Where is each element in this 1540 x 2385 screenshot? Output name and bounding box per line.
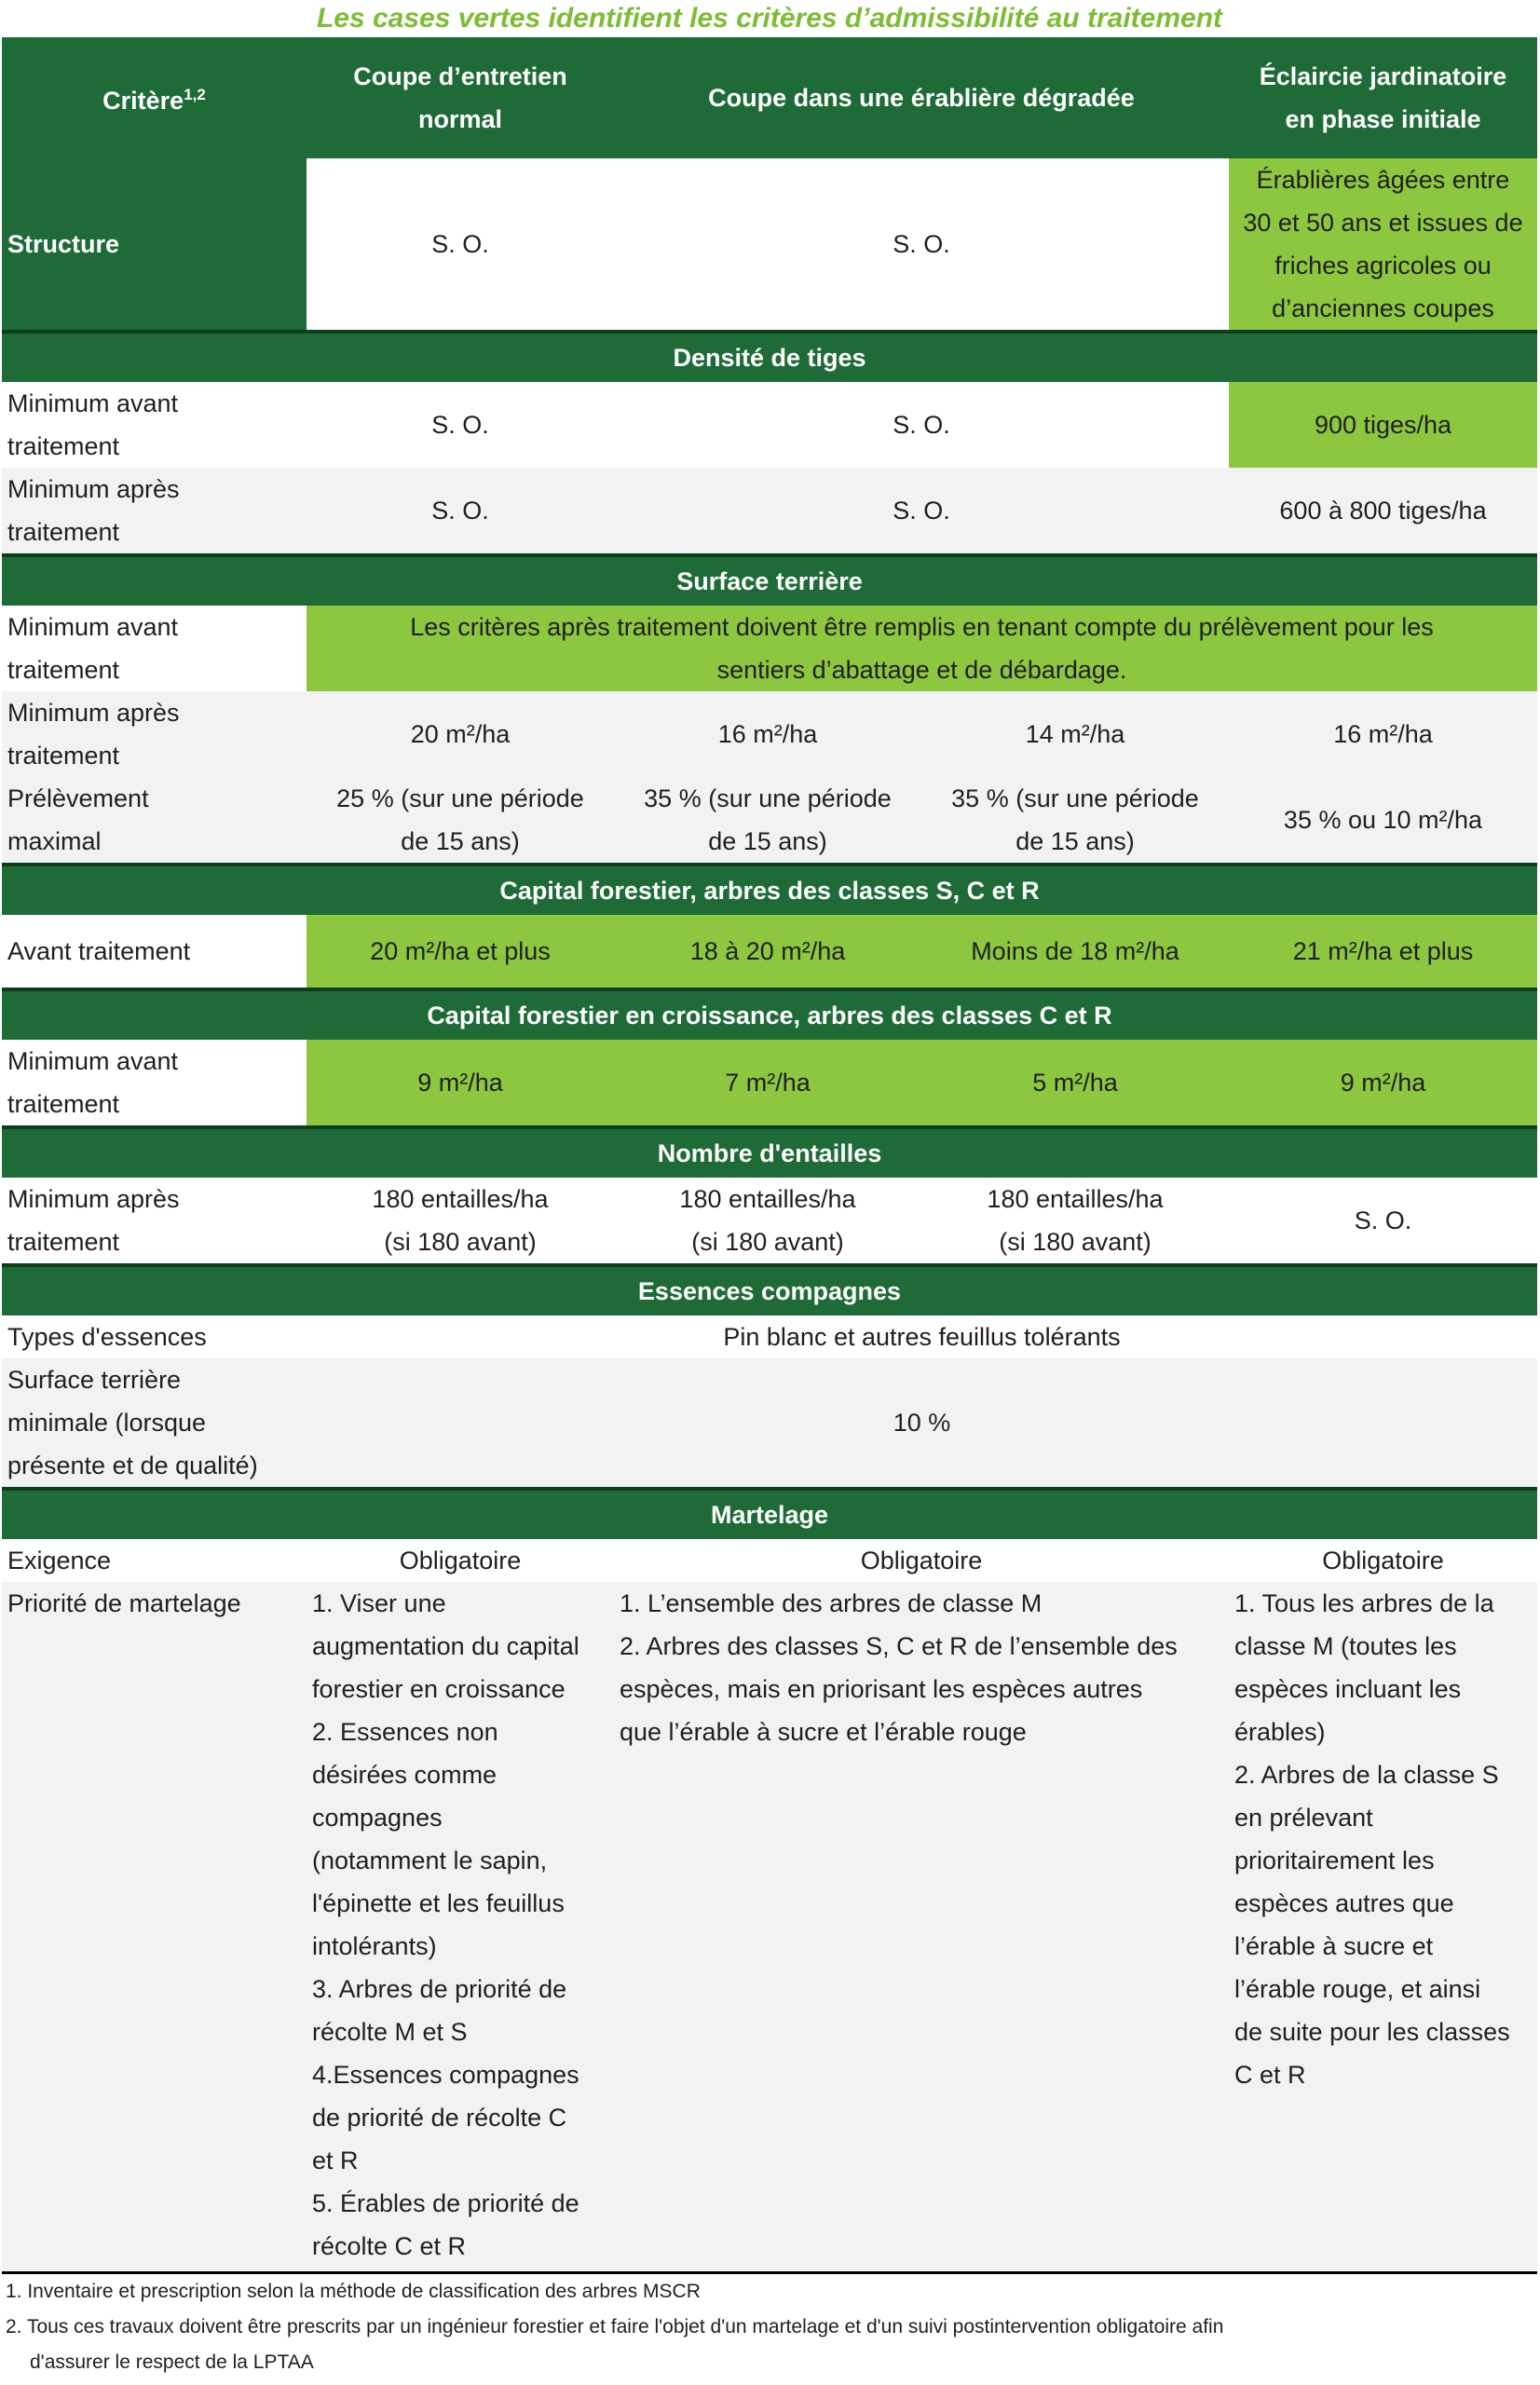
prelevement-v3: 35 % (sur une période de 15 ans) [921, 777, 1229, 865]
densite-apres-v3: 600 à 800 tiges/ha [1229, 468, 1537, 555]
section-densite: Densité de tiges [2, 332, 1537, 382]
footnote-2-cont: d'assurer le respect de la LPTAA [30, 2351, 314, 2373]
densite-apres-label: Minimum après traitement [2, 468, 307, 555]
row-capital-avant [2, 915, 1537, 989]
entailles-v1: 180 entailles/ha (si 180 avant) [307, 1178, 614, 1265]
structure-label: Structure [2, 158, 307, 332]
header-col1: Coupe d’entretien normal [307, 37, 614, 158]
surface-apres-v2: 16 m²/ha [614, 691, 921, 777]
surface-minimale-label: Surface terrière minimale (lorsque présente et de qualité) [2, 1358, 307, 1489]
exigence-label: Exigence [2, 1539, 307, 1582]
footnote-1: 1. Inventaire et prescription selon la méthode de classification des arbres MSCR [6, 2281, 701, 2302]
criteria-table [2, 37, 1537, 2271]
section-capital-croissance: Capital forestier en croissance, arbres des classes C et R [2, 989, 1537, 1040]
capital-croissance-v1: 9 m²/ha [307, 1040, 614, 1127]
row-densite-avant [2, 382, 1537, 468]
prelevement-v1: 25 % (sur une période de 15 ans) [307, 777, 614, 865]
capital-croissance-v2: 7 m²/ha [614, 1040, 921, 1127]
surface-apres-v1: 20 m²/ha [307, 691, 614, 777]
page [2, 0, 1537, 2380]
prelevement-v2: 35 % (sur une période de 15 ans) [614, 777, 921, 865]
densite-avant-v1: S. O. [307, 382, 614, 468]
types-essences-label: Types d'essences [2, 1315, 307, 1358]
section-capital: Capital forestier, arbres des classes S, C et R [2, 865, 1537, 915]
priorite-col2: 1. L’ensemble des arbres de classe M 2. Arbres des classes S, C et R de l’ensemble des espèces, mais en priorisant les espèces autres que l’érable à sucre et l’érable rouge [614, 1582, 1229, 2271]
exigence-v2: Obligatoire [614, 1539, 1229, 1582]
row-prelevement [2, 777, 1537, 865]
surface-minimale-value: 10 % [307, 1358, 1537, 1489]
exigence-v1: Obligatoire [307, 1539, 614, 1582]
row-surface-minimale [2, 1358, 1537, 1489]
section-essences: Essences compagnes [2, 1265, 1537, 1315]
capital-croissance-v3: 5 m²/ha [921, 1040, 1229, 1127]
surface-avant-text: Les critères après traitement doivent être remplis en tenant compte du prélèvement pour les sentiers d’abattage et de débardage. [307, 606, 1537, 691]
capital-avant-label: Avant traitement [2, 915, 307, 989]
capital-v4: 21 m²/ha et plus [1229, 915, 1537, 989]
section-martelage: Martelage [2, 1489, 1537, 1539]
densite-avant-v2: S. O. [614, 382, 1229, 468]
section-surface: Surface terrière [2, 555, 1537, 606]
row-densite-apres [2, 468, 1537, 555]
capital-croissance-label: Minimum avant traitement [2, 1040, 307, 1127]
capital-v3: Moins de 18 m²/ha [921, 915, 1229, 989]
entailles-v4: S. O. [1229, 1178, 1537, 1265]
priorite-col1: 1. Viser une augmentation du capital forestier en croissance 2. Essences non désirées comme compagnes (notamment le sapin, l'épinette et les feuillus intolérants) 3. Arbres de priorité de récolte M et S 4.Essences compagnes de priorité de récolte C et R 5. Érables de priorité de récolte C et R [307, 1582, 614, 2271]
types-essences-value: Pin blanc et autres feuillus tolérants [307, 1315, 1537, 1358]
header-row [2, 37, 1537, 158]
structure-v2: S. O. [614, 158, 1229, 332]
row-surface-avant [2, 606, 1537, 691]
prelevement-v4: 35 % ou 10 m²/ha [1229, 777, 1537, 865]
priorite-label: Priorité de martelage [2, 1582, 307, 2271]
entailles-label: Minimum après traitement [2, 1178, 307, 1265]
row-structure [2, 158, 1537, 332]
densite-avant-label: Minimum avant traitement [2, 382, 307, 468]
capital-v2: 18 à 20 m²/ha [614, 915, 921, 989]
surface-apres-label: Minimum après traitement [2, 691, 307, 777]
section-entailles: Nombre d'entailles [2, 1127, 1537, 1178]
row-exigence [2, 1539, 1537, 1582]
header-col3: Éclaircie jardinatoire en phase initiale [1229, 37, 1537, 158]
footnotes [2, 2271, 1537, 2380]
row-types-essences [2, 1315, 1537, 1358]
surface-avant-label: Minimum avant traitement [2, 606, 307, 691]
prelevement-label: Prélèvement maximal [2, 777, 307, 865]
structure-v3: Érablières âgées entre 30 et 50 ans et issues de friches agricoles ou d’anciennes coupes [1229, 158, 1537, 332]
surface-apres-v3: 14 m²/ha [921, 691, 1229, 777]
row-surface-apres [2, 691, 1537, 777]
criterion-superscript: 1,2 [184, 86, 206, 103]
priorite-col3: 1. Tous les arbres de la classe M (toutes les espèces incluant les érables) 2. Arbres de la classe S en prélevant prioritairement les espèces autres que l’érable à sucre et l’érable rouge, et ainsi de suite pour les classes C et R [1229, 1582, 1537, 2271]
row-entailles [2, 1178, 1537, 1265]
footnote-2: 2. Tous ces travaux doivent être prescrits par un ingénieur forestier et faire l'objet d'un martelage et d'un suivi postintervention obligatoire afin [6, 2316, 1224, 2337]
capital-croissance-v4: 9 m²/ha [1229, 1040, 1537, 1127]
surface-apres-v4: 16 m²/ha [1229, 691, 1537, 777]
densite-avant-v3: 900 tiges/ha [1229, 382, 1537, 468]
row-capital-croissance [2, 1040, 1537, 1127]
entailles-v3: 180 entailles/ha (si 180 avant) [921, 1178, 1229, 1265]
caption: Les cases vertes identifient les critères d’admissibilité au traitement [316, 3, 1223, 34]
header-criterion: Critère$^{1,2}$ [2, 37, 307, 158]
exigence-v3: Obligatoire [1229, 1539, 1537, 1582]
densite-apres-v1: S. O. [307, 468, 614, 555]
row-priorite [2, 1582, 1537, 2271]
structure-v1: S. O. [307, 158, 614, 332]
capital-v1: 20 m²/ha et plus [307, 915, 614, 989]
densite-apres-v2: S. O. [614, 468, 1229, 555]
header-col2: Coupe dans une érablière dégradée [614, 37, 1229, 158]
entailles-v2: 180 entailles/ha (si 180 avant) [614, 1178, 921, 1265]
